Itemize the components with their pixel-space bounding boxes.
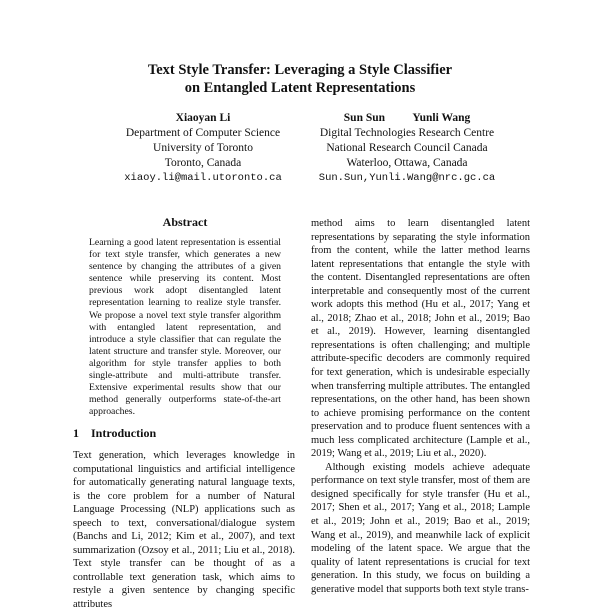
author-affiliation: Department of Computer Science: [125, 127, 281, 139]
abstract-text: Learning a good latent representation is essential for text style transfer, which generates a new sentence by changing the attributes of a given sentence while preserving its content. Most previous work adopt disentangled latent representation learning to realize style transfer. We propose a novel text style transfer algorithm with entangled latent representation, and introduce a style classifier that can regulate the latent structure and transfer style. Moreover, our algorithm for style transfer applies to both single-attribute and multi-attribute transfer. Extensive experimental results show that our method generally outperforms state-of-the-art approaches.: [89, 237, 281, 418]
author-affiliation: University of Toronto: [153, 142, 253, 154]
author-affiliation: National Research Council Canada: [326, 142, 488, 154]
intro-paragraph: Text generation, which leverages knowledge in computational linguistics and artificial intelligence for automatically generating natural language texts, is the core problem for a number of Natural Language Processing (NLP) applications such as speech to text, conversational/dialogue system (Banchs and Li, 2012; Kim et al., 2007), and text summarization (Ozsoy et al., 2011; Liu et al., 2018). Text style transfer can be thought of as a controllable text generation task, which aims to restyle a given sentence by changing specific attributes: [73, 450, 295, 611]
left-column-text: [73, 449, 295, 612]
author-name: Xiaoyan Li: [175, 112, 231, 124]
author-email: xiaoy.li@mail.utoronto.ca: [124, 172, 282, 184]
author-affiliation: Digital Technologies Research Centre: [319, 127, 495, 139]
author-affiliation: Toronto, Canada: [164, 157, 242, 169]
paper-title-line1: Text Style Transfer: Leveraging a Style Classifier: [147, 62, 453, 78]
right-paragraph-2: Although existing models achieve adequate performance on text style transfer, most of them are designed specifically for style transfer (Hu et al., 2017; Shen et al., 2017; Yang et al., 2018; Lample et al., 2019; John et al., 2019; Bao et al., 2019; Wang et al., 2019), and meanwhile lack of explicit modeling of the latent space. We argue that the quality of latent representations is crucial for text generation. In this study, we focus on building a generative model that supports both text style trans-: [311, 461, 530, 595]
author-name: Yunli Wang: [412, 112, 471, 124]
abstract-heading: Abstract: [162, 215, 208, 229]
section-heading-introduction: [73, 426, 156, 441]
right-paragraph-1: method aims to learn disentangled latent representations by separating the style information from the content, while the latter method learns latent representations that entangle the style with the content. Disentangled representations are often interpretable and consequently most of the current work adopts this method (Hu et al., 2017; Yang et al., 2018; Zhao et al., 2018; John et al., 2019; Bao et al., 2019). However, learning disentangled representations is often challenging; and multiple attribute-specific decoders are commonly required for text generation, which is undesirable especially when transferring multiple attributes. The entangled representations, on the other hand, has been shown to achieve promising performance on the content preservation and to produce fluent sentences with a much less complicated architecture (Lample et al., 2019; Wang et al., 2019; Liu et al., 2020).: [311, 218, 530, 460]
author-block-1: [103, 111, 303, 186]
section-title: Introduction: [91, 426, 157, 440]
author-name: Sun Sun: [343, 112, 386, 124]
author-email: Sun.Sun,Yunli.Wang@nrc.gc.ca: [318, 172, 496, 184]
right-column-text: [311, 217, 530, 596]
author-block-2: [296, 111, 518, 186]
paper-title-line2: on Entangled Latent Representations: [184, 80, 416, 96]
author-affiliation: Waterloo, Ottawa, Canada: [346, 157, 468, 169]
section-number: 1: [73, 426, 79, 440]
author-names: [296, 111, 518, 126]
